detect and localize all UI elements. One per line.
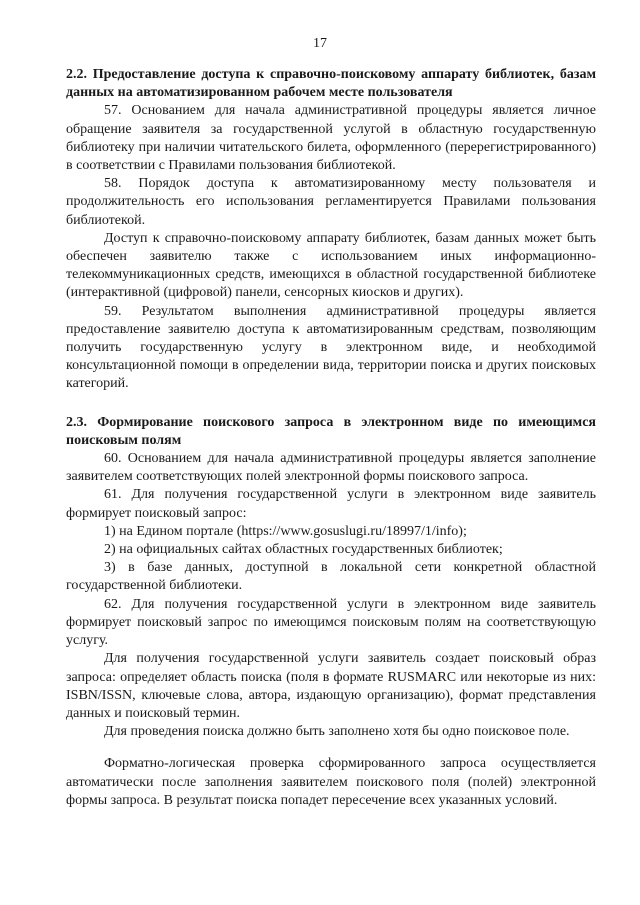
paragraph: Для проведения поиска должно быть заполнено хотя бы одно поисковое поле. xyxy=(104,724,570,740)
section-heading: 2.2. Предоставление доступа к справочно-поисковому аппарату библиотек, базам данных на автоматизированном рабочем месте пользователя xyxy=(66,67,596,101)
document-body xyxy=(66,66,596,810)
paragraph: 58. Порядок доступа к автоматизированному месту пользователя и продолжительность его использования регламентируется Правилами пользования библиотекой. xyxy=(66,176,596,228)
section-heading: 2.3. Формирование поискового запроса в электронном виде по имеющимся поисковым полям xyxy=(66,414,596,448)
paragraph: 57. Основанием для начала административной процедуры является личное обращение заявителя за государственной услугой в областную государственную библиотеку при наличии читательского билета, оформленного (перерегистрированного) в соответствии с Правилами пользования библиотекой. xyxy=(66,103,596,174)
paragraph-gap xyxy=(66,741,596,755)
section-2-2 xyxy=(66,66,596,394)
list-item: 1) на Едином портале (https://www.gosuslugi.ru/18997/1/info); xyxy=(104,523,467,539)
paragraph: 61. Для получения государственной услуги в электронном виде заявитель формирует поисковый запрос: xyxy=(66,487,596,521)
paragraph: 62. Для получения государственной услуги в электронном виде заявитель формирует поисковый запрос по имеющимся поисковым полям на соответствующую услугу. xyxy=(66,596,596,649)
paragraph: Доступ к справочно-поисковому аппарату библиотек, базам данных может быть обеспечен заявителю также с использованием иных информационно-телекоммуникационных средств, имеющихся в областной государственной библиотеке (интерактивной (цифровой) панели, сенсорных киосков и других). xyxy=(66,230,596,301)
list-item: 2) на официальных сайтах областных государственных библиотек; xyxy=(104,542,503,558)
paragraph: Форматно-логическая проверка сформированного запроса осуществляется автоматически после заполнения заявителем поискового поля (полей) электронной формы запроса. В результат поиска попадет пересечение всех указанных условий. xyxy=(66,756,596,808)
paragraph: 59. Результатом выполнения административной процедуры является предоставление заявителю доступа к автоматизированным средствам, позволяющим получить государственную услугу в электронном виде, и необходимой консультационной помощи в определении вида, территории поиска и других поисковых категорий. xyxy=(66,303,596,392)
page-number: 17 xyxy=(313,36,327,51)
paragraph: 60. Основанием для начала административной процедуры является заполнение заявителем соответствующих полей электронной формы поискового запроса. xyxy=(66,451,596,485)
list-item: 3) в базе данных, доступной в локальной сети конкретной областной государственной библиотеки. xyxy=(66,560,596,594)
paragraph: Для получения государственной услуги заявитель создает поисковый образ запроса: определяет область поиска (поля в формате RUSMARC или некоторые из них: ISBN/ISSN, ключевые слова, автора, издающую организацию), формат представления данных и поисковый термин. xyxy=(66,651,596,721)
section-gap xyxy=(66,394,596,414)
section-2-3 xyxy=(66,414,596,810)
